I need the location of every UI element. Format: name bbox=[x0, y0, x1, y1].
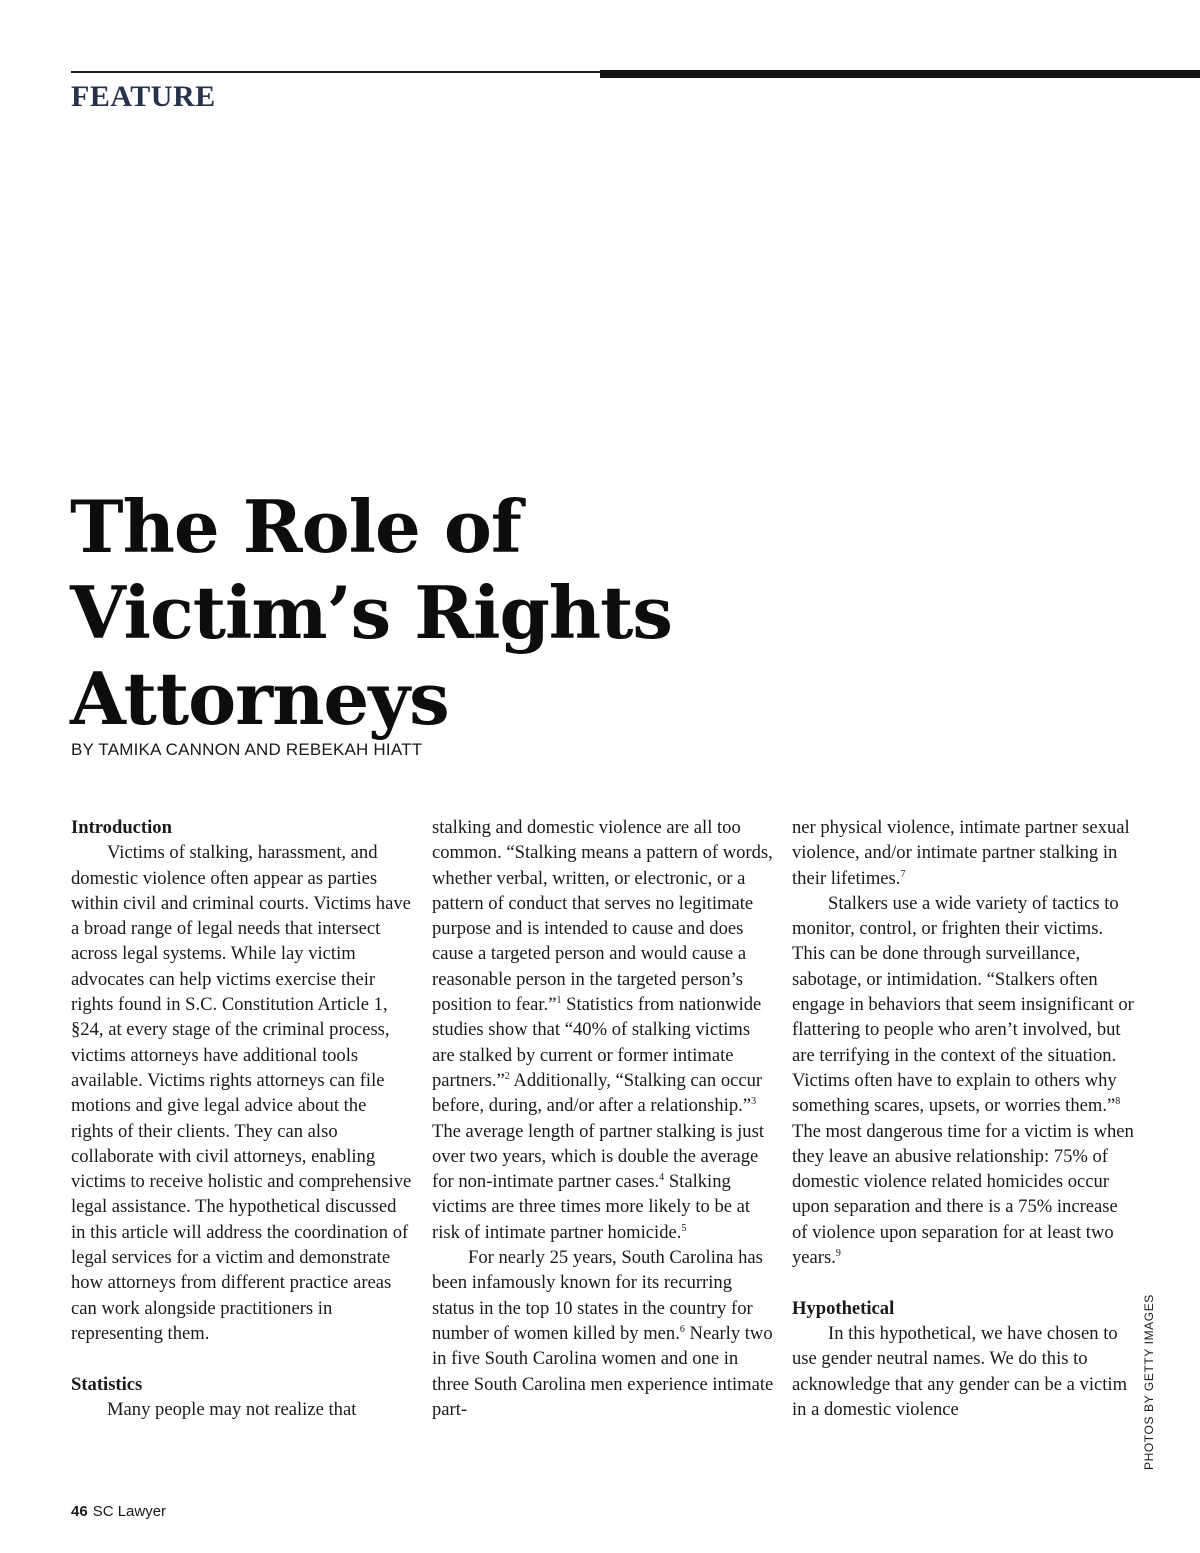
paragraph: Many people may not realize that bbox=[107, 1398, 357, 1420]
text-column-1 bbox=[71, 815, 413, 1422]
title-line: Victim’s Rights bbox=[70, 570, 672, 655]
article-title bbox=[70, 484, 770, 742]
footnote-ref[interactable]: 4 bbox=[659, 1171, 665, 1183]
header-rule-thin bbox=[71, 71, 601, 73]
page-footer bbox=[71, 1503, 166, 1520]
page-number: 46 bbox=[71, 1503, 88, 1520]
heading-introduction: Introduction bbox=[71, 817, 172, 838]
footnote-ref[interactable]: 7 bbox=[900, 868, 906, 880]
title-line: Attorneys bbox=[70, 656, 449, 741]
paragraph: stalking and domestic violence are all too common. “Stalking means a pattern of words, whether verbal, written, or electronic, or a pattern of conduct that serves no legitimate purpose and is intended to cause and does cause a targeted person and would cause a reasonable person in the targeted person’s position to fear.”$^1$ Statistics from nationwide studies show that “40% of stalking victims are stalked by current or former intimate partners.”$^2$ Additionally, “Stalking can occur before, during, and/or after a relationship.”$^3$ The average length of partner stalking is just over two years, which is double the average for non-intimate partner cases.$^4$ Stalking victims are three times more likely to be at risk of intimate partner homicide.$^5$ bbox=[432, 817, 773, 1243]
paragraph: Stalkers use a wide variety of tactics to monitor, control, or frighten their victims. This can be done through surveillance, sabotage, or intimidation. “Stalkers often engage in behaviors that seem insignificant or flattering to people who aren’t involved, but are terrifying in the context of the situation. Victims often have to explain to others why something scares, upsets, or worries them.”$^8$ The most dangerous time for a victim is when they leave an abusive relationship: 75% of domestic violence related homicides occur upon separation and there is a 75% increase of violence upon separation for at least two years.$^9$ bbox=[792, 892, 1134, 1269]
text-column-3 bbox=[792, 815, 1134, 1422]
paragraph: For nearly 25 years, South Carolina has been infamously known for its recurring status in the top 10 states in the country for number of women killed by men.$^6$ Nearly two in five South Carolina women and one in three South Carolina men experience intimate part- bbox=[432, 1247, 774, 1420]
footnote-ref[interactable]: 1 bbox=[556, 994, 562, 1006]
title-line: The Role of bbox=[70, 484, 521, 569]
byline: BY TAMIKA CANNON AND REBEKAH HIATT bbox=[71, 740, 423, 759]
section-label: FEATURE bbox=[71, 80, 216, 113]
publication-name: SC Lawyer bbox=[92, 1503, 167, 1520]
footnote-ref[interactable]: 8 bbox=[1115, 1096, 1121, 1108]
photo-credit: PHOTOS BY GETTY IMAGES bbox=[1142, 1294, 1156, 1470]
footnote-ref[interactable]: 5 bbox=[681, 1222, 687, 1234]
paragraph: In this hypothetical, we have chosen to use gender neutral names. We do this to acknowledge that any gender can be a victim in a domestic violence bbox=[792, 1322, 1128, 1420]
footnote-ref[interactable]: 2 bbox=[504, 1070, 510, 1082]
header-rule-thick bbox=[600, 70, 1200, 78]
text-column-2 bbox=[432, 815, 774, 1422]
footnote-ref[interactable]: 3 bbox=[751, 1096, 757, 1108]
heading-statistics: Statistics bbox=[71, 1373, 143, 1395]
heading-hypothetical: Hypothetical bbox=[792, 1297, 895, 1319]
footnote-ref[interactable]: 9 bbox=[835, 1247, 841, 1259]
footnote-ref[interactable]: 6 bbox=[679, 1323, 685, 1335]
paragraph: Victims of stalking, harassment, and domestic violence often appear as parties within civil and criminal courts. Victims have a broad range of legal needs that intersect across legal systems. While lay victim advocates can help victims exercise their rights found in S.C. Constitution Article 1, §24, at every stage of the criminal process, victims attorneys have additional tools available. Victims rights attorneys can file motions and give legal advice about the rights of their clients. They can also collaborate with civil attorneys, enabling victims to receive holistic and comprehensive legal assistance. The hypothetical discussed in this article will address the coordination of legal services for a victim and demonstrate how attorneys from different practice areas can work alongside practitioners in representing them. bbox=[71, 842, 412, 1344]
paragraph: ner physical violence, intimate partner sexual violence, and/or intimate partner stalking in their lifetimes.$^7$ bbox=[792, 817, 1130, 889]
